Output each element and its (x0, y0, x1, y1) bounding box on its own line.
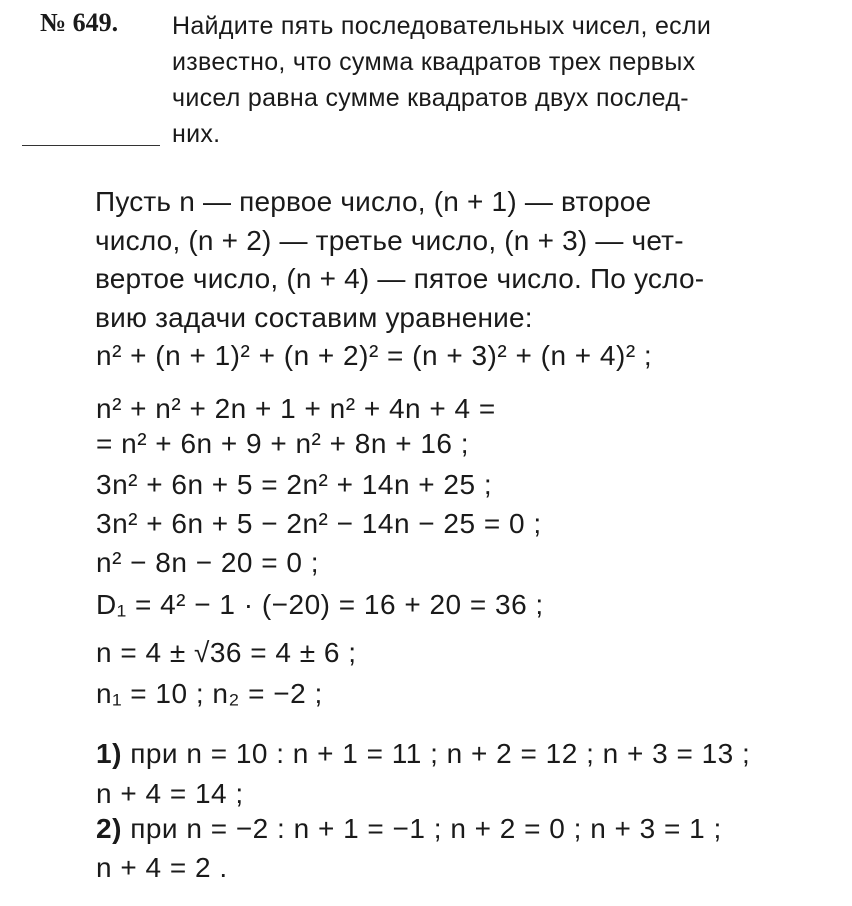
answer-2-cont: n + 4 = 2 . (96, 852, 228, 883)
problem-statement (172, 8, 812, 152)
equation-line: n = 4 ± √36 = 4 ± 6 ; (96, 637, 357, 668)
intro-line: вертое число, (n + 4) — пятое число. По усло- (95, 263, 705, 294)
answer-1-cont: n + 4 = 14 ; (96, 778, 244, 809)
equation-line: n₁ = 10 ; n₂ = −2 ; (96, 678, 323, 709)
solution-intro (95, 183, 795, 337)
problem-line: чисел равна сумме квадратов двух послед- (172, 84, 689, 112)
answer-1 (96, 738, 750, 770)
equation-line: n² − 8n − 20 = 0 ; (96, 547, 320, 578)
answer-label: 1) (96, 738, 122, 769)
answer-text: при n = −2 : n + 1 = −1 ; n + 2 = 0 ; n + 3 = 1 ; (130, 813, 722, 844)
divider (22, 145, 160, 146)
intro-line: вию задачи составим уравнение: (95, 301, 533, 333)
answer-text: при n = 10 : n + 1 = 11 ; n + 2 = 12 ; n + 3 = 13 ; (130, 738, 751, 769)
intro-line: Пусть n — первое число, (n + 1) — второе (95, 186, 652, 217)
problem-line: них. (172, 120, 221, 148)
answer-2 (96, 813, 722, 845)
equation-line: 3n² + 6n + 5 = 2n² + 14n + 25 ; (96, 469, 493, 500)
answer-label: 2) (96, 813, 122, 844)
equation-line: n² + n² + 2n + 1 + n² + 4n + 4 = (96, 393, 496, 424)
equation-line: n² + (n + 1)² + (n + 2)² = (n + 3)² + (n + 4)² ; (96, 340, 653, 371)
equation-line: D₁ = 4² − 1 · (−20) = 16 + 20 = 36 ; (96, 589, 544, 620)
problem-line: Найдите пять последовательных чисел, если (172, 12, 712, 40)
intro-line: число, (n + 2) — третье число, (n + 3) — чет- (95, 224, 684, 256)
problem-number: № 649. (40, 8, 119, 37)
equation-line: 3n² + 6n + 5 − 2n² − 14n − 25 = 0 ; (96, 508, 542, 539)
equation-line: = n² + 6n + 9 + n² + 8n + 16 ; (96, 428, 470, 459)
problem-line: известно, что сумма квадратов трех первых (172, 48, 696, 76)
